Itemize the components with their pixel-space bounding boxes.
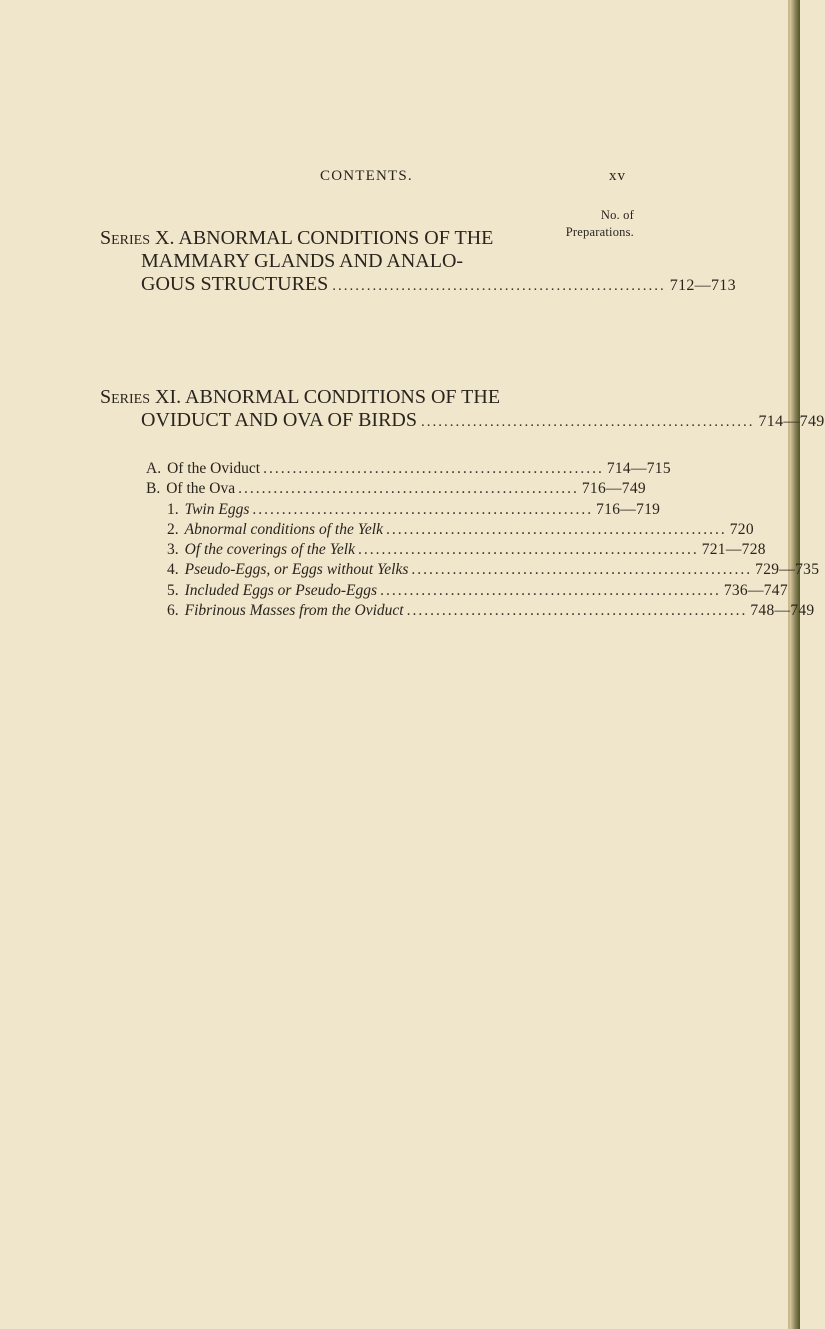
entry-number: 2. [167, 520, 179, 538]
series-heading-line: OVIDUCT AND OVA OF BIRDS [141, 409, 417, 431]
entry-title: Included Eggs or Pseudo-Eggs [184, 581, 378, 599]
dot-leader: .......................................................... [406, 602, 748, 620]
entry-number: 4. [167, 561, 179, 579]
entry-title: Of the coverings of the Yelk [184, 541, 355, 559]
series-label: Series XI. [100, 386, 182, 408]
entry-number: 6. [167, 602, 179, 620]
contents-entry [146, 479, 646, 499]
contents-entry [146, 500, 661, 520]
contents-entry [146, 601, 815, 621]
dot-leader: .......................................................... [263, 460, 604, 477]
entry-range: 721—728 [701, 541, 766, 559]
running-head [320, 168, 626, 185]
dot-leader: .......................................................... [332, 278, 666, 294]
contents-entry [146, 581, 788, 601]
contents-entry [146, 520, 754, 540]
dot-leader: .......................................................... [420, 414, 755, 430]
column-heading-line-1: No. of [600, 208, 634, 222]
entry-range: 729—735 [755, 561, 820, 579]
dot-leader: .......................................................... [385, 520, 727, 538]
entry-title: Fibrinous Masses from the Oviduct [184, 602, 404, 620]
preparation-range: 712—713 [669, 277, 736, 294]
entry-range: 716—749 [581, 480, 646, 498]
contents-entry [146, 459, 671, 479]
entry-number: 5. [167, 581, 179, 599]
series-xi [100, 386, 825, 434]
entry-range: 736—747 [723, 581, 788, 599]
dot-leader: .......................................................... [380, 581, 721, 599]
entry-range: 714—715 [606, 460, 671, 477]
contents-entries [146, 459, 820, 621]
dot-leader: .......................................................... [238, 480, 579, 498]
entry-title: Twin Eggs [184, 500, 250, 518]
series-heading-line: GOUS STRUCTURES [141, 273, 329, 295]
running-head-title: CONTENTS. [320, 168, 413, 184]
entry-number: 3. [167, 541, 179, 559]
entry-title: Of the Ova [166, 480, 236, 498]
entry-number: A. [146, 460, 162, 477]
dot-leader: .......................................................... [252, 500, 594, 518]
series-heading-line: MAMMARY GLANDS AND ANALO- [141, 250, 464, 272]
entry-range: 748—749 [750, 602, 815, 620]
series-heading-line: ABNORMAL CONDITIONS OF THE [178, 227, 494, 249]
dot-leader: .......................................................... [411, 561, 753, 579]
series-label: Series X. [100, 227, 175, 249]
page-number: xv [609, 168, 626, 184]
contents-entry [146, 540, 766, 560]
dot-leader: .......................................................... [357, 541, 699, 559]
contents-entry [146, 560, 820, 580]
entry-title: Of the Oviduct [167, 460, 261, 477]
preparation-range: 714—749 [758, 413, 825, 430]
entry-range: 716—719 [596, 500, 661, 518]
entry-title: Abnormal conditions of the Yelk [184, 520, 383, 538]
entry-number: 1. [167, 500, 179, 518]
series-heading-line: ABNORMAL CONDITIONS OF THE [185, 386, 501, 408]
book-edge [790, 0, 800, 1329]
column-heading-line-2: Preparations. [565, 225, 634, 239]
entry-range: 720 [729, 520, 754, 538]
entry-title: Pseudo-Eggs, or Eggs without Yelks [184, 561, 409, 579]
entry-number: B. [146, 480, 161, 498]
series-x [100, 227, 736, 298]
